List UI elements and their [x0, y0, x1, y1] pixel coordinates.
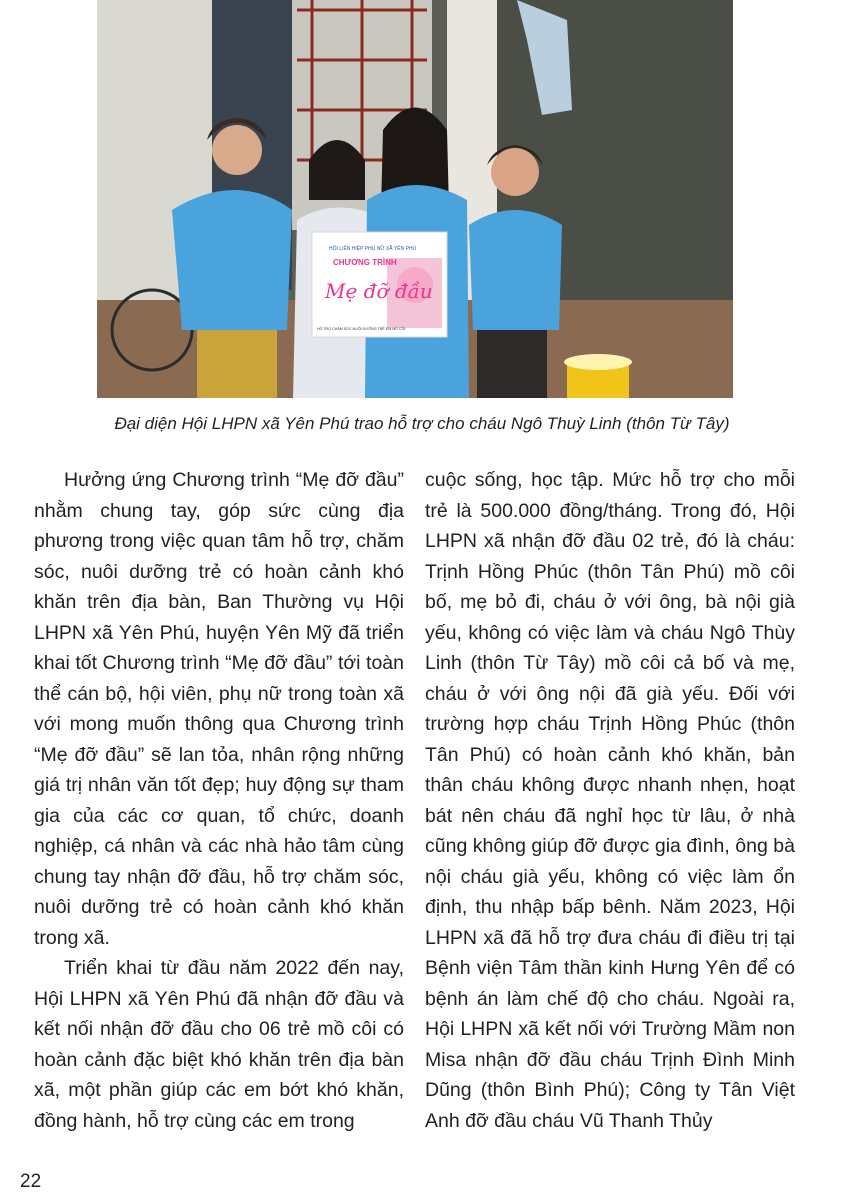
- sign-program-label: CHƯƠNG TRÌNH: [333, 258, 397, 267]
- sign-org-text: HỘI LIÊN HIỆP PHỤ NỮ XÃ YÊN PHÚ: [329, 246, 417, 252]
- article-column-left: [34, 465, 404, 1136]
- sign-program-name: Mẹ đỡ đầu: [325, 279, 433, 303]
- article-paragraph: Hưởng ứng Chương trình “Mẹ đỡ đầu” nhằm chung tay, góp sức cùng địa phương trong việc quan tâm hỗ trợ, chăm sóc, nuôi dưỡng trẻ có hoàn cảnh khó khăn trên địa bàn, Ban Thường vụ Hội LHPN xã Yên Phú, huyện Yên Mỹ đã triển khai tốt Chương trình “Mẹ đỡ đầu” tới toàn thể cán bộ, hội viên, phụ nữ trong toàn xã với mong muốn thông qua Chương trình “Mẹ đỡ đầu” sẽ lan tỏa, nhân rộng những giá trị nhân văn tốt đẹp; huy động sự tham gia của các cơ quan, tổ chức, doanh nghiệp, cá nhân và các nhà hảo tâm cùng chung tay nhận đỡ đầu, hỗ trợ chăm sóc, nuôi dưỡng trẻ có hoàn cảnh khó khăn trong xã.: [34, 469, 404, 949]
- article-paragraph: cuộc sống, học tập. Mức hỗ trợ cho mỗi trẻ là 500.000 đồng/tháng. Trong đó, Hội LHPN xã nhận đỡ đầu 02 trẻ, đó là cháu: Trịnh Hồng Phúc (thôn Tân Phú) mồ côi bố, mẹ bỏ đi, cháu ở với ông, bà nội già yếu, không có việc làm và cháu Ngô Thùy Linh (thôn Từ Tây) mồ côi cả bố và mẹ, cháu ở với ông nội đã già yếu. Đối với trường hợp cháu Trịnh Hồng Phúc (thôn Tân Phú) có hoàn cảnh khó khăn, bản thân cháu không được nhanh nhẹn, hoạt bát nên cháu đã nghỉ học từ lâu, ở nhà cũng không giúp đỡ được gia đình, ông bà nội cháu già yếu, không có việc làm ổn định, thu nhập bấp bênh. Năm 2023, Hội LHPN xã đã hỗ trợ đưa cháu đi điều trị tại Bệnh viện Tâm thần kinh Hưng Yên để có bệnh án làm chế độ cho cháu. Ngoài ra, Hội LHPN xã kết nối với Trường Mầm non Misa nhận đỡ đầu cháu Trịnh Đình Minh Dũng (thôn Bình Phú); Công ty Tân Việt Anh đỡ đầu cháu Vũ Thanh Thủy: [425, 469, 795, 1132]
- sign-subtitle: HỖ TRỢ CHĂM SÓC NUÔI DƯỠNG TRẺ EM MỒ CÔI: [317, 327, 406, 331]
- article-column-right: [425, 465, 795, 1136]
- photo-caption: Đại diện Hội LHPN xã Yên Phú trao hỗ trợ cho cháu Ngô Thuỳ Linh (thôn Từ Tây): [114, 414, 730, 433]
- article-paragraph: Triển khai từ đầu năm 2022 đến nay, Hội LHPN xã Yên Phú đã nhận đỡ đầu và kết nối nhận đỡ đầu cho 06 trẻ mồ côi có hoàn cảnh đặc biệt khó khăn trên địa bàn xã, một phần giúp các em bớt khó khăn, đồng hành, hỗ trợ cùng các em trong: [34, 957, 404, 1132]
- photo-of-five-people-holding-sign-icon: [97, 0, 733, 398]
- page-number: 22: [20, 1171, 42, 1192]
- article-photo: [97, 0, 733, 398]
